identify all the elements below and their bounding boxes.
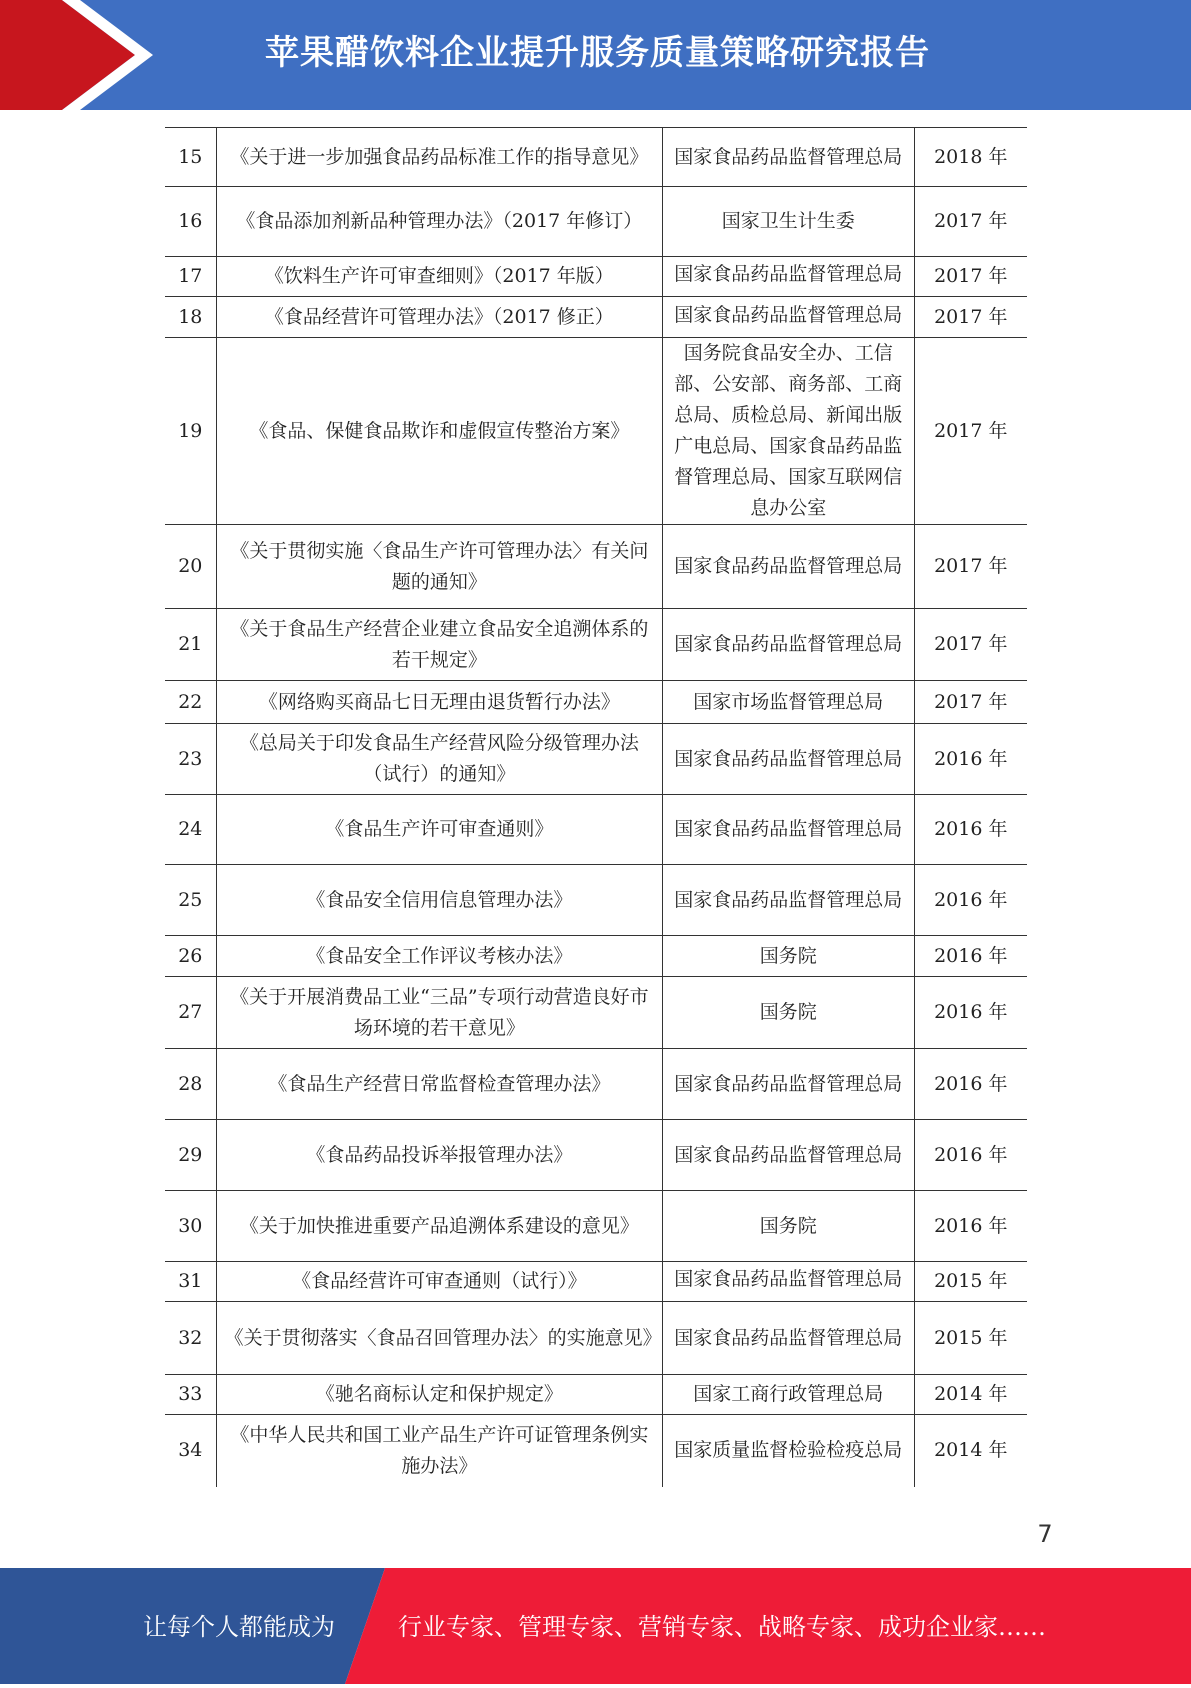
table-row [165, 609, 1027, 681]
row-number: 25 [165, 865, 216, 936]
regulation-name: 《食品药品投诉举报管理办法》 [216, 1120, 662, 1191]
regulation-name: 《网络购买商品七日无理由退货暂行办法》 [216, 681, 662, 724]
regulation-name: 《关于开展消费品工业“三品”专项行动营造良好市场环境的若干意见》 [216, 977, 662, 1049]
issuing-authority: 国家食品药品监督管理总局 [663, 1262, 914, 1302]
issuing-authority: 国家食品药品监督管理总局 [663, 128, 914, 187]
row-number: 16 [165, 187, 216, 257]
issuing-authority: 国家市场监督管理总局 [663, 681, 914, 724]
row-number: 15 [165, 128, 216, 187]
row-number: 17 [165, 257, 216, 297]
report-title: 苹果醋饮料企业提升服务质量策略研究报告 [265, 33, 930, 73]
regulation-name: 《关于贯彻落实〈食品召回管理办法〉的实施意见》 [216, 1302, 662, 1375]
issuing-authority: 国务院 [663, 1191, 914, 1262]
table-row [165, 1120, 1027, 1191]
regulation-name: 《食品经营许可管理办法》（2017 修正） [216, 297, 662, 338]
table-row [165, 1415, 1027, 1487]
row-number: 33 [165, 1375, 216, 1415]
regulation-name: 《关于加快推进重要产品追溯体系建设的意见》 [216, 1191, 662, 1262]
regulation-name: 《总局关于印发食品生产经营风险分级管理办法（试行）的通知》 [216, 724, 662, 795]
issuing-authority: 国家食品药品监督管理总局 [663, 1049, 914, 1120]
table-row [165, 1302, 1027, 1375]
issue-year: 2017 年 [914, 257, 1027, 297]
row-number: 20 [165, 525, 216, 609]
issuing-authority: 国家食品药品监督管理总局 [663, 257, 914, 297]
regulation-name: 《食品添加剂新品种管理办法》（2017 年修订） [216, 187, 662, 257]
issuing-authority: 国家食品药品监督管理总局 [663, 1120, 914, 1191]
issue-year: 2016 年 [914, 724, 1027, 795]
issue-year: 2016 年 [914, 795, 1027, 865]
table-row [165, 257, 1027, 297]
issuing-authority: 国家食品药品监督管理总局 [663, 724, 914, 795]
issue-year: 2017 年 [914, 187, 1027, 257]
table-row [165, 977, 1027, 1049]
regulation-name: 《食品生产经营日常监督检查管理办法》 [216, 1049, 662, 1120]
issue-year: 2015 年 [914, 1262, 1027, 1302]
table-row [165, 338, 1027, 525]
page-number: 7 [1037, 1520, 1053, 1548]
issuing-authority: 国家食品药品监督管理总局 [663, 525, 914, 609]
regulations-table [165, 127, 1027, 1487]
footer-slogan-left: 让每个人都能成为 [143, 1613, 335, 1641]
row-number: 18 [165, 297, 216, 338]
issuing-authority: 国家卫生计生委 [663, 187, 914, 257]
issuing-authority: 国家食品药品监督管理总局 [663, 795, 914, 865]
row-number: 31 [165, 1262, 216, 1302]
row-number: 26 [165, 936, 216, 977]
table-row [165, 1375, 1027, 1415]
issuing-authority: 国家食品药品监督管理总局 [663, 297, 914, 338]
row-number: 22 [165, 681, 216, 724]
table-row [165, 128, 1027, 187]
row-number: 29 [165, 1120, 216, 1191]
table-row [165, 187, 1027, 257]
issue-year: 2014 年 [914, 1415, 1027, 1487]
table-row [165, 681, 1027, 724]
issue-year: 2016 年 [914, 1049, 1027, 1120]
issue-year: 2017 年 [914, 338, 1027, 525]
regulation-name: 《关于食品生产经营企业建立食品安全追溯体系的若干规定》 [216, 609, 662, 681]
regulation-name: 《中华人民共和国工业产品生产许可证管理条例实施办法》 [216, 1415, 662, 1487]
table-row [165, 865, 1027, 936]
footer-slogan-right: 行业专家、管理专家、营销专家、战略专家、成功企业家…… [398, 1613, 1046, 1641]
issue-year: 2017 年 [914, 609, 1027, 681]
regulation-name: 《饮料生产许可审查细则》（2017 年版） [216, 257, 662, 297]
issuing-authority: 国家食品药品监督管理总局 [663, 609, 914, 681]
row-number: 34 [165, 1415, 216, 1487]
table-row [165, 795, 1027, 865]
issue-year: 2017 年 [914, 681, 1027, 724]
table-row [165, 936, 1027, 977]
issue-year: 2017 年 [914, 297, 1027, 338]
issuing-authority: 国家食品药品监督管理总局 [663, 1302, 914, 1375]
row-number: 32 [165, 1302, 216, 1375]
regulation-name: 《食品安全信用信息管理办法》 [216, 865, 662, 936]
issuing-authority: 国家食品药品监督管理总局 [663, 865, 914, 936]
regulation-name: 《食品安全工作评议考核办法》 [216, 936, 662, 977]
row-number: 28 [165, 1049, 216, 1120]
issuing-authority: 国家质量监督检验检疫总局 [663, 1415, 914, 1487]
issue-year: 2016 年 [914, 936, 1027, 977]
issuing-authority: 国家工商行政管理总局 [663, 1375, 914, 1415]
table-row [165, 724, 1027, 795]
regulation-name: 《食品、保健食品欺诈和虚假宣传整治方案》 [216, 338, 662, 525]
issuing-authority: 国务院 [663, 936, 914, 977]
row-number: 30 [165, 1191, 216, 1262]
table-row [165, 1262, 1027, 1302]
issuing-authority: 国务院 [663, 977, 914, 1049]
row-number: 27 [165, 977, 216, 1049]
regulation-name: 《关于贯彻实施〈食品生产许可管理办法〉有关问题的通知》 [216, 525, 662, 609]
issue-year: 2016 年 [914, 1120, 1027, 1191]
row-number: 24 [165, 795, 216, 865]
issue-year: 2017 年 [914, 525, 1027, 609]
issue-year: 2016 年 [914, 865, 1027, 936]
header-arrow-decoration [0, 0, 160, 110]
regulation-name: 《关于进一步加强食品药品标准工作的指导意见》 [216, 128, 662, 187]
issue-year: 2015 年 [914, 1302, 1027, 1375]
table-row [165, 1049, 1027, 1120]
issue-year: 2016 年 [914, 977, 1027, 1049]
issue-year: 2014 年 [914, 1375, 1027, 1415]
regulation-name: 《食品经营许可审查通则（试行）》 [216, 1262, 662, 1302]
row-number: 21 [165, 609, 216, 681]
issue-year: 2016 年 [914, 1191, 1027, 1262]
regulation-name: 《食品生产许可审查通则》 [216, 795, 662, 865]
issuing-authority: 国务院食品安全办、工信部、公安部、商务部、工商总局、质检总局、新闻出版广电总局、国家食品药品监督管理总局、国家互联网信息办公室 [663, 338, 914, 525]
table-row [165, 1191, 1027, 1262]
page-header [0, 0, 1191, 110]
table-row [165, 297, 1027, 338]
regulation-name: 《驰名商标认定和保护规定》 [216, 1375, 662, 1415]
table-row [165, 525, 1027, 609]
issue-year: 2018 年 [914, 128, 1027, 187]
row-number: 23 [165, 724, 216, 795]
row-number: 19 [165, 338, 216, 525]
